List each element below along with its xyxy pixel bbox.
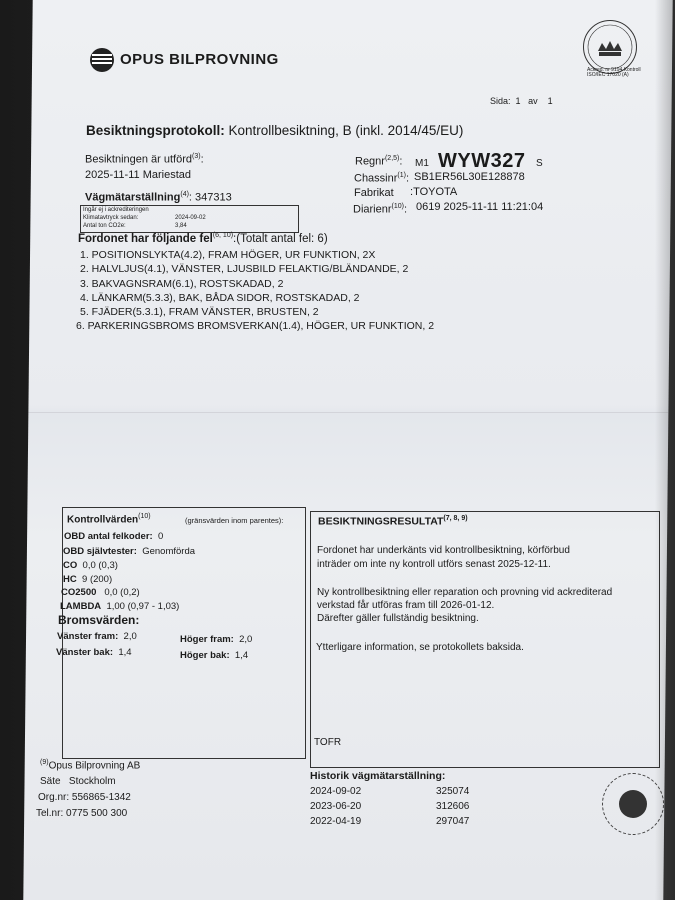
diary-label: Diarienr$^{(10)}$:: [353, 203, 408, 216]
logo-text: OPUS BILPROVNING: [120, 51, 279, 68]
result-p3: Ytterligare information, se protokollets baksida.: [316, 642, 524, 653]
climate-box: [80, 205, 299, 233]
protocol-title: Besiktningsprotokoll: Kontrollbesiktning, B (inkl. 2014/45/EU): [86, 123, 464, 138]
company-seat: Säte Stockholm: [40, 776, 116, 787]
co2-line: Antal ton CO2e: 3,84: [83, 223, 187, 229]
opus-logo-icon: [90, 48, 114, 72]
company-name: $^{(9)}$Opus Bilprovning AB: [40, 759, 141, 772]
performed-label: Besiktningen är utförd$^{(3)}$:: [85, 153, 204, 166]
diary-value: 0619 2025-11-11 11:21:04: [416, 201, 544, 213]
make-value: :TOYOTA: [410, 186, 458, 198]
history-title: Historik vägmätarställning:: [310, 770, 446, 782]
signature: TOFR: [314, 737, 342, 748]
brake-left-front: Vänster fram: 2,0: [57, 631, 137, 642]
regnr-value: WYW327: [438, 150, 526, 172]
chassis-value: SB1ER56L30E128878: [414, 171, 525, 183]
paper-fold: [28, 412, 668, 413]
make-label: Fabrikat: [354, 187, 394, 199]
brake-title: Bromsvärden:: [58, 613, 140, 627]
control-title: Kontrollvärden$^{(10)}$: [67, 513, 151, 526]
regnr-prefix: M1: [415, 158, 429, 169]
history-row: 2024-09-02 325074: [310, 786, 470, 797]
brake-right-rear: Höger bak: 1,4: [180, 650, 249, 661]
performed-value: 2025-11-11 Mariestad: [85, 169, 191, 181]
defect-item: 1. POSITIONSLYKTA(4.2), FRAM HÖGER, UR FUNKTION, 2X: [80, 249, 376, 261]
swedac-seal-icon: [583, 20, 637, 74]
defect-item: 4. LÄNKARM(5.3.3), BAK, BÅDA SIDOR, ROSTSKADAD, 2: [80, 292, 360, 304]
history-row: 2023-06-20 312606: [310, 801, 470, 812]
defect-item: 6. PARKERINGSBROMS BROMSVERKAN(1.4), HÖGER, UR FUNKTION, 2: [76, 320, 435, 332]
obd-faults: OBD antal felkoder: 0: [64, 531, 164, 542]
page-shadow: [655, 0, 675, 900]
company-tel: Tel.nr: 0775 500 300: [36, 808, 128, 819]
regnr-suffix: S: [536, 158, 543, 169]
brake-left-rear: Vänster bak: 1,4: [56, 647, 132, 658]
result-p2c: Därefter gäller fullständig besiktning.: [317, 613, 479, 624]
swedac-text: Ackred. nr 9194 Kontroll ISO/IEC 17020 (A): [587, 67, 641, 78]
odometer: Vägmätarställning$^{(4)}$: 347313: [85, 191, 232, 204]
history-row: 2022-04-19 297047: [310, 816, 470, 827]
defect-item: 3. BAKVAGNSRAM(6.1), ROSTSKADAD, 2: [80, 278, 284, 290]
page-number: Sida: 1 av 1: [490, 96, 553, 106]
defect-item: 2. HALVLJUS(4.1), VÄNSTER, LJUSBILD FELAKTIG/BLÄNDANDE, 2: [80, 263, 409, 275]
result-p1a: Fordonet har underkänts vid kontrollbesiktning, körförbud: [317, 545, 570, 556]
result-p2a: Ny kontrollbesiktning eller reparation och provning vid ackrediterad: [317, 587, 613, 598]
chassis-label: Chassinr$^{(1)}$:: [354, 172, 410, 185]
result-title: BESIKTNINGSRESULTAT$^{(7, 8, 9)}$: [318, 515, 468, 528]
co-value: CO 0,0 (0,3): [63, 560, 118, 571]
obd-selftests: OBD självtester: Genomförda: [63, 546, 196, 557]
regnr-label: Regnr$^{(2,5)}$:: [355, 155, 403, 168]
control-note: (gränsvärden inom parentes):: [185, 516, 284, 525]
hc-value: HC 9 (200): [63, 574, 113, 585]
company-org: Org.nr: 556865-1342: [38, 792, 131, 803]
climate-line: Klimatavtryck sedan: 2024-09-02: [83, 215, 206, 221]
result-p2b: verkstad får utföras fram till 2026-01-12.: [317, 600, 495, 611]
defect-item: 5. FJÄDER(5.3.1), FRAM VÄNSTER, BRUSTEN, 2: [80, 306, 319, 318]
brake-right-front: Höger fram: 2,0: [180, 634, 253, 645]
accreditation-note: Ingår ej i ackrediteringen: [83, 207, 149, 213]
co2500-value: CO2500 0,0 (0,2): [61, 587, 140, 598]
result-p1b: inträder om inte ny kontroll utförs senast 2025-12-11.: [317, 559, 551, 570]
defects-title: Fordonet har följande fel$^{(6, 10)}$:(Totalt antal fel: 6): [78, 232, 328, 245]
lambda-value: LAMBDA 1,00 (0,97 - 1,03): [60, 601, 180, 612]
